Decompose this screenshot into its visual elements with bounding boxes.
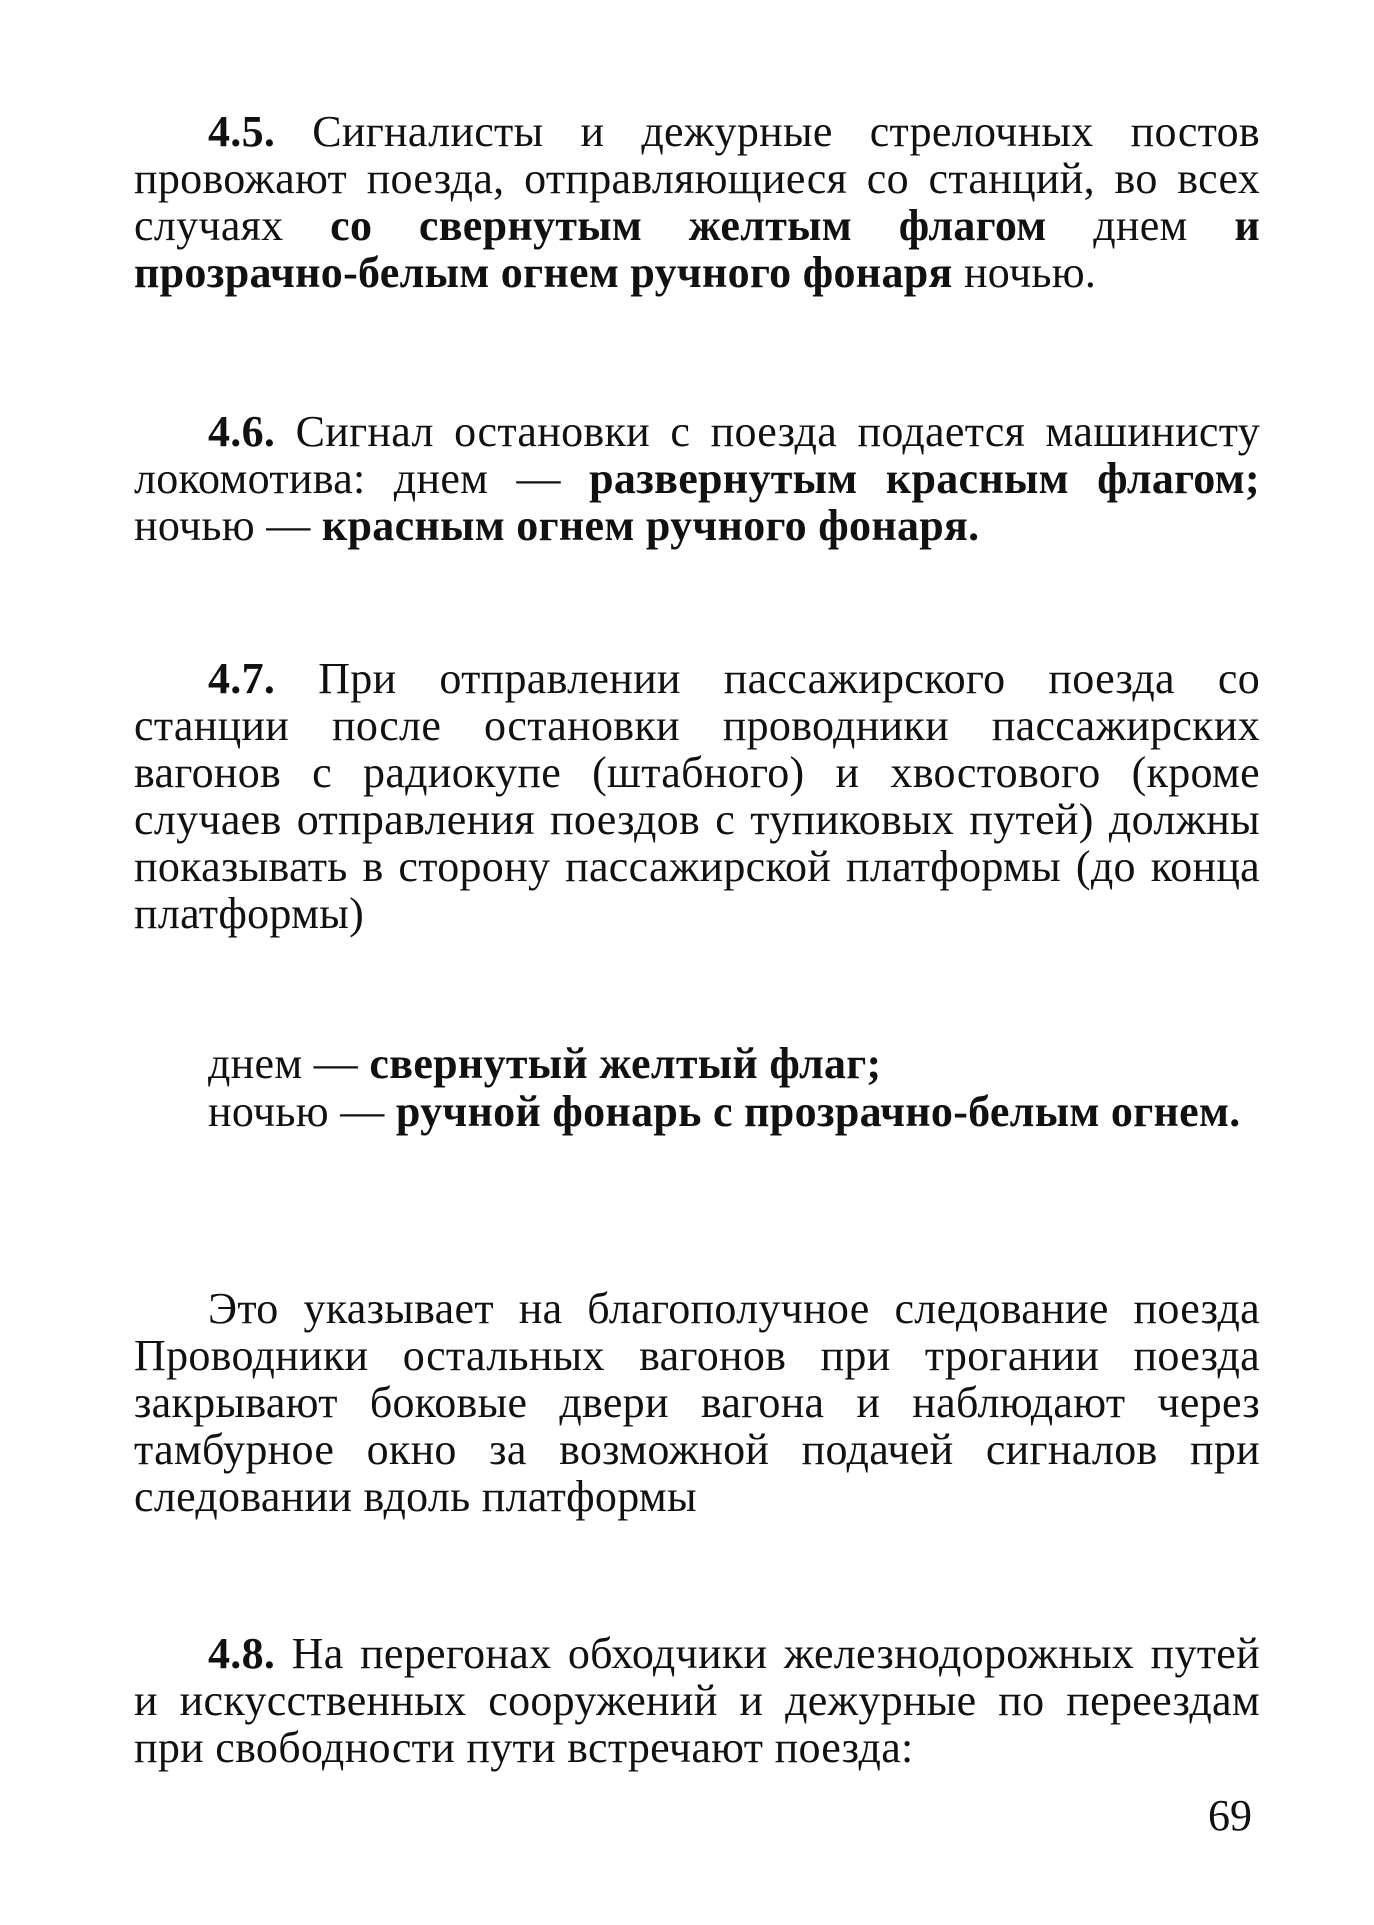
paragraph-4-5 — [134, 108, 1260, 296]
paragraph-text: днем — [1046, 201, 1235, 250]
day-signal: свернутый желтый флаг; — [369, 1039, 882, 1088]
paragraph-4-8 — [134, 1630, 1260, 1771]
emphasis-text: и прозрачно-белым огнем ручного фонаря — [134, 201, 1260, 297]
paragraph-text: При отправлении пассажирского поезда со станции после остановки проводники пассажирских вагонов с радиокупе (штабного) и хвостового (кроме случаев отправления поездов с тупиковых путей) должны показывать в сторону пассажирской платформы (до конца платформы) — [134, 654, 1260, 938]
emphasis-text: красным огнем ручного фонаря. — [321, 501, 980, 550]
night-label: ночью — — [208, 1087, 396, 1136]
paragraph-text: ночью. — [952, 248, 1097, 297]
paragraph-text: Сигнал остановки с поезда подается машинисту локомотива: днем — — [134, 407, 1260, 503]
section-number: 4.8. — [208, 1629, 276, 1678]
paragraph-text: На перегонах обходчики железнодорожных путей и искусственных сооружений и дежурные по переездам при свободности пути встречают поезда: — [134, 1629, 1260, 1772]
paragraph-text: Это указывает на благополучное следование поезда Проводники остальных вагонов при трогании поезда закрывают боковые двери вагона и наблюдают через тамбурное окно за возможной подачей сигналов при следовании вдоль платформы — [134, 1284, 1260, 1521]
paragraph-4-6 — [134, 408, 1260, 549]
paragraph-text: ночью — — [134, 501, 322, 550]
section-number: 4.6. — [208, 407, 276, 456]
section-number: 4.7. — [208, 654, 276, 703]
emphasis-text: развернутым красным флагом; — [589, 454, 1260, 503]
night-signal: ручной фонарь с прозрачно-белым огнем. — [395, 1087, 1241, 1136]
section-number: 4.5. — [208, 107, 276, 156]
night-signal-line — [134, 1088, 1260, 1135]
paragraph-note — [134, 1285, 1260, 1520]
day-signal-line — [134, 1040, 1260, 1087]
day-label: днем — — [208, 1039, 370, 1088]
emphasis-text: со свернутым желтым флагом — [330, 201, 1047, 250]
paragraph-4-7 — [134, 655, 1260, 937]
paragraph-text: Сигналисты и дежурные стрелочных постов провожают поезда, отправляющиеся со станций, во всех случаях — [134, 107, 1260, 250]
page-number: 69 — [1208, 1791, 1252, 1840]
